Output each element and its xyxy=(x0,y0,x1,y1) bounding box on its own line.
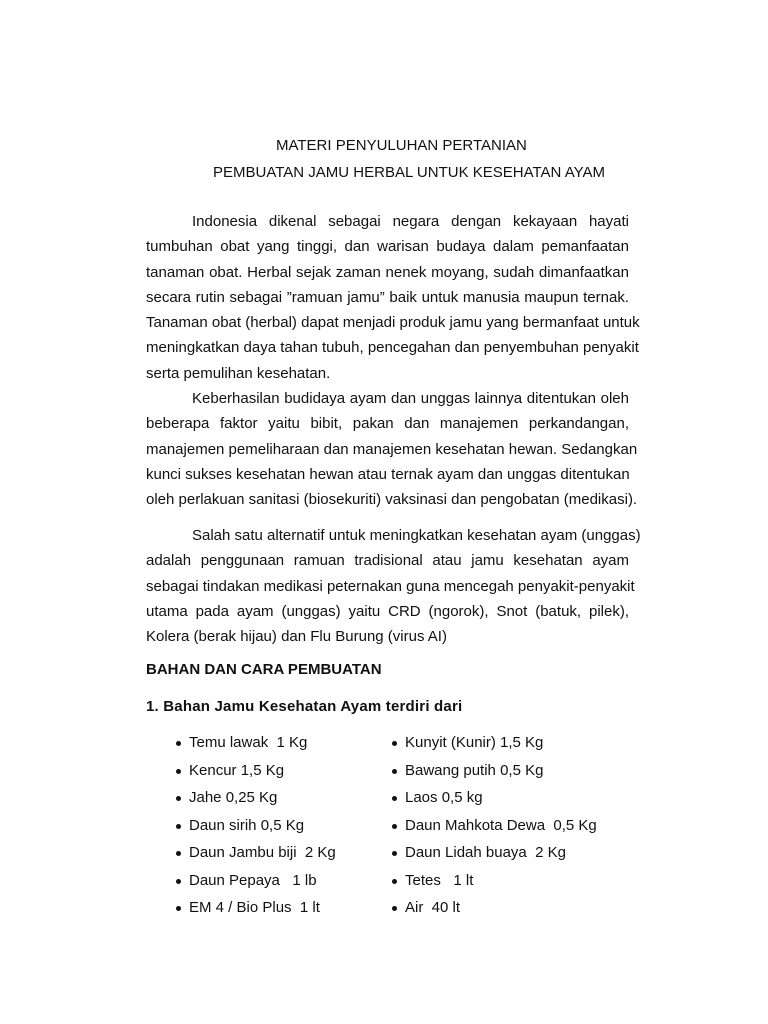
bullet-icon xyxy=(392,906,397,911)
paragraph-line: secara rutin sebagai ”ramuan jamu” baik untuk manusia maupun ternak. xyxy=(146,288,629,306)
bullet-icon xyxy=(176,796,181,801)
ingredient-item xyxy=(362,812,597,840)
bullet-icon xyxy=(176,851,181,856)
ingredient-label: Jahe 0,25 Kg xyxy=(189,789,278,806)
paragraph-line: Kolera (berak hijau) dan Flu Burung (virus AI) xyxy=(146,628,447,646)
paragraph-line: tanaman obat. Herbal sejak zaman nenek moyang, sudah dimanfaatkan xyxy=(146,263,629,281)
ingredients-list-right xyxy=(362,729,597,922)
ingredient-label: Tetes 1 lt xyxy=(405,871,474,889)
ingredient-label: Daun Pepaya 1 lb xyxy=(189,871,317,889)
ingredient-item xyxy=(362,784,597,812)
paragraph-line: serta pemulihan kesehatan. xyxy=(146,364,331,382)
ingredient-item xyxy=(146,867,336,895)
ingredient-label: EM 4 / Bio Plus 1 lt xyxy=(189,899,320,916)
bullet-icon xyxy=(392,879,397,884)
ingredient-item xyxy=(146,757,336,785)
ingredient-label: Daun Mahkota Dewa 0,5 Kg xyxy=(405,816,597,834)
ingredient-item xyxy=(146,839,336,867)
paragraph-line: oleh perlakuan sanitasi (biosekuriti) vaksinasi dan pengobatan (medikasi). xyxy=(146,491,638,509)
paragraph-1 xyxy=(146,209,640,386)
bullet-icon xyxy=(176,879,181,884)
ingredient-label: Daun Lidah buaya 2 Kg xyxy=(405,844,566,861)
bullet-icon xyxy=(392,851,397,856)
bullet-icon xyxy=(392,741,397,746)
paragraph-line: meningkatkan daya tahan tubuh, pencegahan dan penyembuhan penyakit xyxy=(146,339,639,357)
paragraph-line: beberapa faktor yaitu bibit, pakan dan manajemen perkandangan, xyxy=(146,415,629,433)
ingredient-label: Kunyit (Kunir) 1,5 Kg xyxy=(405,734,544,751)
bullet-icon xyxy=(392,796,397,801)
ingredient-item xyxy=(362,757,597,785)
ingredient-item xyxy=(146,812,336,840)
bullet-icon xyxy=(176,906,181,911)
bullet-icon xyxy=(392,824,397,829)
ingredient-item xyxy=(146,784,336,812)
ingredients-subheading: 1. Bahan Jamu Kesehatan Ayam terdiri dari xyxy=(146,698,463,715)
ingredient-label: Kencur 1,5 Kg xyxy=(189,761,285,779)
ingredient-item xyxy=(362,839,597,867)
paragraph-line: adalah penggunaan ramuan tradisional atau jamu kesehatan ayam xyxy=(146,552,629,570)
paragraph-line: Indonesia dikenal sebagai negara dengan kekayaan hayati xyxy=(192,213,629,230)
paragraph-line: Tanaman obat (herbal) dapat menjadi produk jamu yang bermanfaat untuk xyxy=(146,314,640,332)
ingredient-label: Daun sirih 0,5 Kg xyxy=(189,816,305,834)
paragraph-line: Keberhasilan budidaya ayam dan unggas lainnya ditentukan oleh xyxy=(192,390,629,407)
paragraph-line: Salah satu alternatif untuk meningkatkan kesehatan ayam (unggas) xyxy=(192,527,641,544)
ingredient-label: Laos 0,5 kg xyxy=(405,789,483,806)
ingredient-item xyxy=(362,894,597,922)
ingredient-item xyxy=(362,729,597,757)
ingredient-item xyxy=(146,729,336,757)
ingredient-label: Daun Jambu biji 2 Kg xyxy=(189,844,336,861)
ingredient-label: Temu lawak 1 Kg xyxy=(189,734,308,751)
paragraph-3 xyxy=(146,523,641,649)
ingredient-item xyxy=(146,894,336,922)
ingredient-item xyxy=(362,867,597,895)
ingredient-label: Air 40 lt xyxy=(405,899,461,916)
bullet-icon xyxy=(392,769,397,774)
paragraph-line: kunci sukses kesehatan hewan atau ternak ayam dan unggas ditentukan xyxy=(146,465,630,483)
paragraph-line: tumbuhan obat yang tinggi, dan warisan budaya dalam pemanfaatan xyxy=(146,238,629,256)
paragraph-line: utama pada ayam (unggas) yaitu CRD (ngorok), Snot (batuk, pilek), xyxy=(146,602,629,620)
bullet-icon xyxy=(176,769,181,774)
paragraph-line: manajemen pemeliharaan dan manajemen kesehatan hewan. Sedangkan xyxy=(146,440,638,458)
document-subtitle: PEMBUATAN JAMU HERBAL UNTUK KESEHATAN AYAM xyxy=(213,164,606,181)
ingredient-label: Bawang putih 0,5 Kg xyxy=(405,761,544,779)
bullet-icon xyxy=(176,741,181,746)
document-title: MATERI PENYULUHAN PERTANIAN xyxy=(276,137,527,154)
section-heading: BAHAN DAN CARA PEMBUATAN xyxy=(146,661,382,678)
paragraph-line: sebagai tindakan medikasi peternakan guna mencegah penyakit-penyakit xyxy=(146,577,635,595)
bullet-icon xyxy=(176,824,181,829)
ingredients-list-left xyxy=(146,729,336,922)
paragraph-2 xyxy=(146,386,638,512)
